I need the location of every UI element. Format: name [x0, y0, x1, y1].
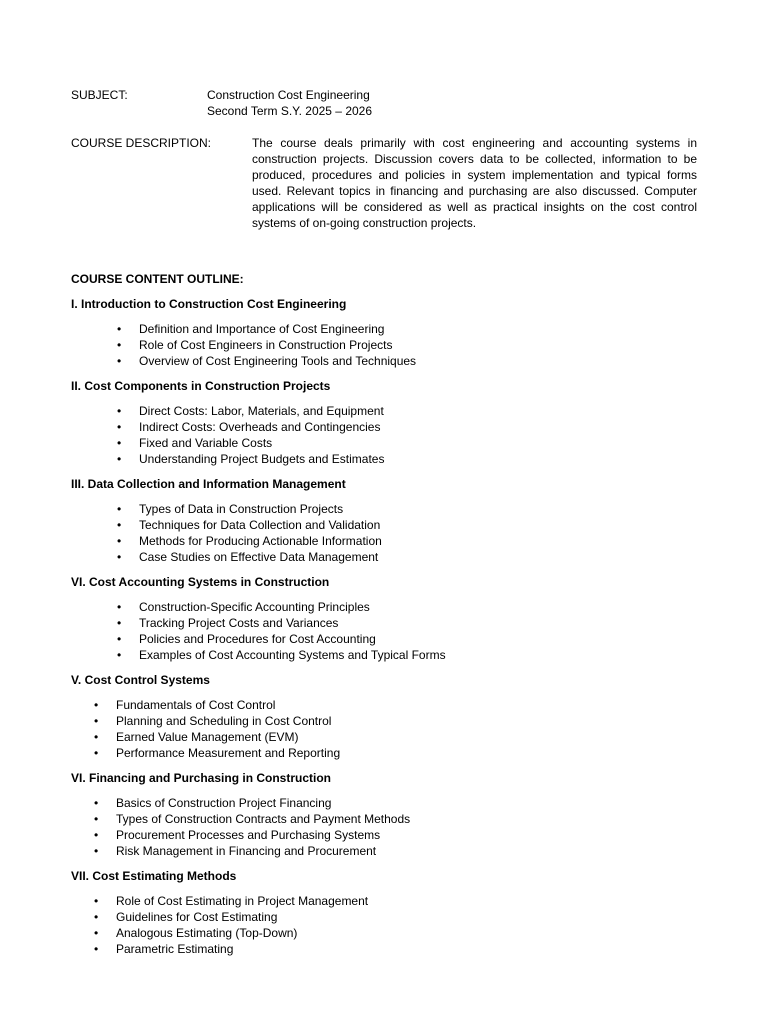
- list-item: [71, 353, 711, 369]
- list-item: [71, 615, 711, 631]
- list-item: [71, 631, 711, 647]
- list-item: [71, 925, 711, 941]
- list-item-text: Performance Measurement and Reporting: [116, 746, 341, 760]
- list-item-text: Direct Costs: Labor, Materials, and Equipment: [139, 404, 384, 418]
- list-item-text: Techniques for Data Collection and Validation: [139, 518, 381, 532]
- subject-term: Second Term S.Y. 2025 – 2026: [207, 104, 373, 118]
- section-list: [71, 795, 711, 859]
- list-item-text: Overview of Cost Engineering Tools and Techniques: [139, 354, 417, 368]
- list-item-text: Indirect Costs: Overheads and Contingencies: [139, 420, 381, 434]
- list-item: [71, 337, 711, 353]
- list-item: [71, 533, 711, 549]
- bullet-icon: •: [94, 796, 99, 810]
- list-item-text: Case Studies on Effective Data Management: [139, 550, 379, 564]
- list-item-text: Types of Construction Contracts and Payment Methods: [116, 812, 411, 826]
- section-heading: III. Data Collection and Information Management: [71, 477, 346, 491]
- outline-sections: [71, 296, 711, 957]
- bullet-icon: •: [94, 730, 99, 744]
- list-item-text: Guidelines for Cost Estimating: [116, 910, 278, 924]
- list-item: [71, 697, 711, 713]
- list-item-text: Construction-Specific Accounting Principles: [139, 600, 370, 614]
- section-list: [71, 403, 711, 467]
- list-item-text: Policies and Procedures for Cost Accounting: [139, 632, 376, 646]
- list-item: [71, 795, 711, 811]
- bullet-icon: •: [117, 600, 122, 614]
- list-item-text: Parametric Estimating: [116, 942, 234, 956]
- list-item: [71, 549, 711, 565]
- bullet-icon: •: [117, 436, 122, 450]
- list-item: [71, 745, 711, 761]
- bullet-icon: •: [94, 828, 99, 842]
- list-item: [71, 843, 711, 859]
- bullet-icon: •: [94, 910, 99, 924]
- bullet-icon: •: [117, 322, 122, 336]
- list-item-text: Earned Value Management (EVM): [116, 730, 299, 744]
- bullet-icon: •: [94, 844, 99, 858]
- course-content-outline: [71, 271, 711, 966]
- bullet-icon: •: [94, 926, 99, 940]
- section-list: [71, 697, 711, 761]
- list-item: [71, 501, 711, 517]
- section-heading: II. Cost Components in Construction Projects: [71, 379, 331, 393]
- section-list: [71, 893, 711, 957]
- list-item: [71, 599, 711, 615]
- bullet-icon: •: [94, 746, 99, 760]
- bullet-icon: •: [117, 354, 122, 368]
- list-item-text: Procurement Processes and Purchasing Systems: [116, 828, 381, 842]
- list-item: [71, 909, 711, 925]
- bullet-icon: •: [117, 550, 122, 564]
- bullet-icon: •: [117, 502, 122, 516]
- bullet-icon: •: [117, 616, 122, 630]
- list-item-text: Role of Cost Engineers in Construction Projects: [139, 338, 393, 352]
- list-item-text: Analogous Estimating (Top-Down): [116, 926, 298, 940]
- section-heading: I. Introduction to Construction Cost Engineering: [71, 297, 347, 311]
- bullet-icon: •: [117, 420, 122, 434]
- list-item: [71, 435, 711, 451]
- bullet-icon: •: [117, 518, 122, 532]
- bullet-icon: •: [94, 812, 99, 826]
- list-item-text: Fundamentals of Cost Control: [116, 698, 276, 712]
- list-item-text: Basics of Construction Project Financing: [116, 796, 332, 810]
- list-item-text: Role of Cost Estimating in Project Management: [116, 894, 369, 908]
- section-heading: VI. Cost Accounting Systems in Construction: [71, 575, 330, 589]
- bullet-icon: •: [94, 714, 99, 728]
- bullet-icon: •: [94, 942, 99, 956]
- bullet-icon: •: [94, 894, 99, 908]
- list-item-text: Methods for Producing Actionable Information: [139, 534, 382, 548]
- list-item: [71, 827, 711, 843]
- list-item-text: Risk Management in Financing and Procurement: [116, 844, 377, 858]
- list-item-text: Definition and Importance of Cost Engineering: [139, 322, 385, 336]
- section-heading: V. Cost Control Systems: [71, 673, 210, 687]
- list-item: [71, 893, 711, 909]
- course-description-text: The course deals primarily with cost engineering and accounting systems in construction projects. Discussion covers data to be collected, information to be produced, procedures and policies in system implementation and typical forms used. Relevant topics in financing and purchasing are also discussed. Computer applications will be considered as well as practical insights on the cost control systems of on-going construction projects.: [252, 136, 697, 230]
- section-heading: VII. Cost Estimating Methods: [71, 869, 237, 883]
- list-item-text: Examples of Cost Accounting Systems and Typical Forms: [139, 648, 446, 662]
- bullet-icon: •: [117, 452, 122, 466]
- list-item: [71, 811, 711, 827]
- subject-label: SUBJECT:: [71, 88, 128, 102]
- list-item-text: Tracking Project Costs and Variances: [139, 616, 339, 630]
- bullet-icon: •: [117, 648, 122, 662]
- section-list: [71, 501, 711, 565]
- outline-title: COURSE CONTENT OUTLINE:: [71, 272, 244, 286]
- section-list: [71, 321, 711, 369]
- list-item: [71, 419, 711, 435]
- list-item: [71, 517, 711, 533]
- list-item: [71, 647, 711, 663]
- list-item-text: Planning and Scheduling in Cost Control: [116, 714, 332, 728]
- subject-value: [207, 87, 372, 119]
- bullet-icon: •: [117, 632, 122, 646]
- bullet-icon: •: [94, 698, 99, 712]
- list-item: [71, 321, 711, 337]
- bullet-icon: •: [117, 338, 122, 352]
- list-item: [71, 403, 711, 419]
- list-item-text: Fixed and Variable Costs: [139, 436, 273, 450]
- course-description-label: COURSE DESCRIPTION:: [71, 136, 212, 150]
- section-heading: VI. Financing and Purchasing in Construction: [71, 771, 332, 785]
- subject-title: Construction Cost Engineering: [207, 88, 370, 102]
- list-item: [71, 451, 711, 467]
- list-item: [71, 941, 711, 957]
- bullet-icon: •: [117, 404, 122, 418]
- section-list: [71, 599, 711, 663]
- list-item: [71, 713, 711, 729]
- list-item-text: Understanding Project Budgets and Estimates: [139, 452, 385, 466]
- list-item: [71, 729, 711, 745]
- bullet-icon: •: [117, 534, 122, 548]
- list-item-text: Types of Data in Construction Projects: [139, 502, 344, 516]
